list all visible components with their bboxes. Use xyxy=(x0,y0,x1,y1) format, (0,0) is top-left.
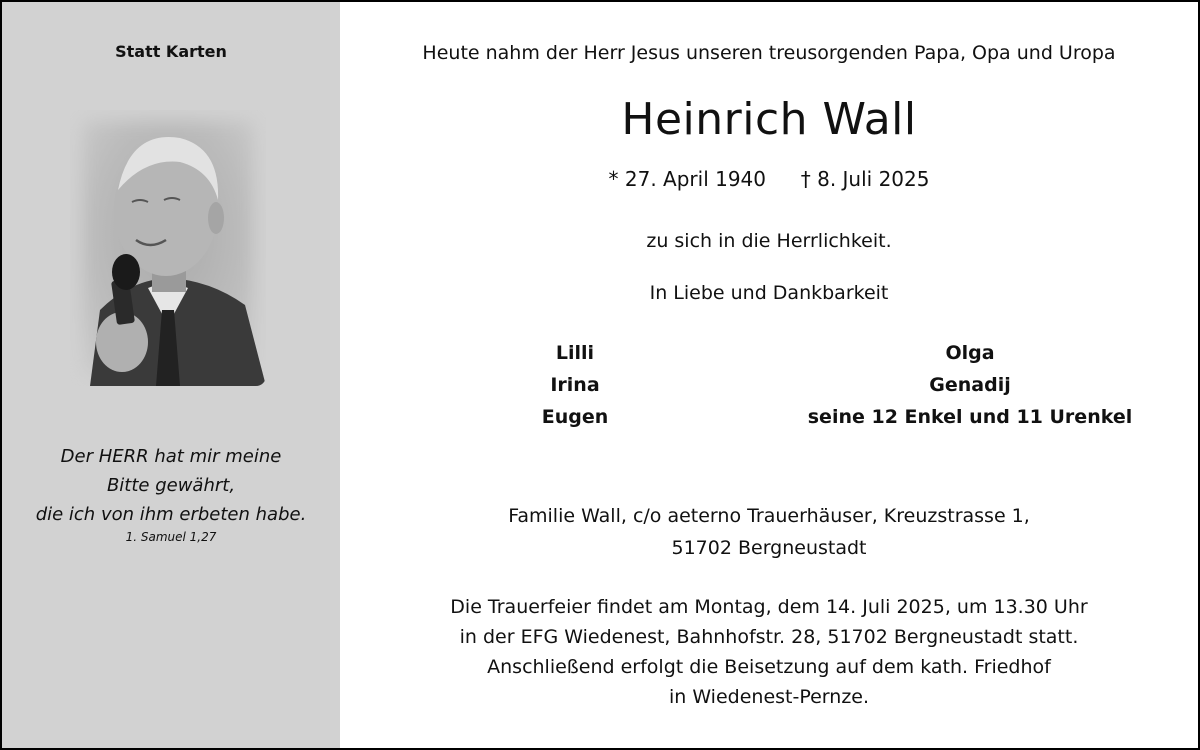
family-member: seine 12 Enkel und 11 Urenkel xyxy=(807,406,1133,428)
intro-text: Heute nahm der Herr Jesus unseren treusorgenden Papa, Opa und Uropa xyxy=(422,42,1116,64)
service-line: Die Trauerfeier findet am Montag, dem 14. Juli 2025, um 13.30 Uhr xyxy=(450,596,1088,618)
family-member: Eugen xyxy=(541,406,609,428)
family-member: Olga xyxy=(945,342,995,364)
service-line: Anschließend erfolgt die Beisetzung auf dem kath. Friedhof xyxy=(487,656,1051,678)
service-line: in der EFG Wiedenest, Bahnhofstr. 28, 51702 Bergneustadt statt. xyxy=(459,626,1079,648)
address-line: 51702 Bergneustadt xyxy=(671,537,867,559)
verse-line: die ich von ihm erbeten habe. xyxy=(35,504,307,525)
family-member: Lilli xyxy=(555,342,595,364)
family-list-left xyxy=(520,337,630,433)
closing-text: zu sich in die Herrlichkeit. xyxy=(646,230,892,252)
death-date: † 8. Juli 2025 xyxy=(800,167,930,191)
verse-line: Bitte gewährt, xyxy=(106,475,236,496)
family-member: Genadij xyxy=(929,374,1011,396)
address-line: Familie Wall, c/o aeterno Trauerhäuser, Kreuzstrasse 1, xyxy=(508,505,1030,527)
service-line: in Wiedenest-Pernze. xyxy=(668,686,870,708)
portrait-photo xyxy=(70,110,266,386)
verse-line: Der HERR hat mir meine xyxy=(60,446,282,467)
sidebar xyxy=(2,2,340,748)
family-member: Irina xyxy=(550,374,600,396)
verse-reference: 1. Samuel 1,27 xyxy=(125,530,217,544)
life-dates xyxy=(340,167,1198,191)
family-list-right xyxy=(780,337,1160,433)
mourning-line: In Liebe und Dankbarkeit xyxy=(649,282,889,304)
family-address xyxy=(340,500,1198,564)
birth-date: * 27. April 1940 xyxy=(608,167,767,191)
sidebar-heading: Statt Karten xyxy=(115,42,227,61)
bible-verse xyxy=(2,442,340,529)
notice-main xyxy=(340,2,1198,748)
deceased-name: Heinrich Wall xyxy=(621,94,917,145)
service-details xyxy=(340,592,1198,712)
